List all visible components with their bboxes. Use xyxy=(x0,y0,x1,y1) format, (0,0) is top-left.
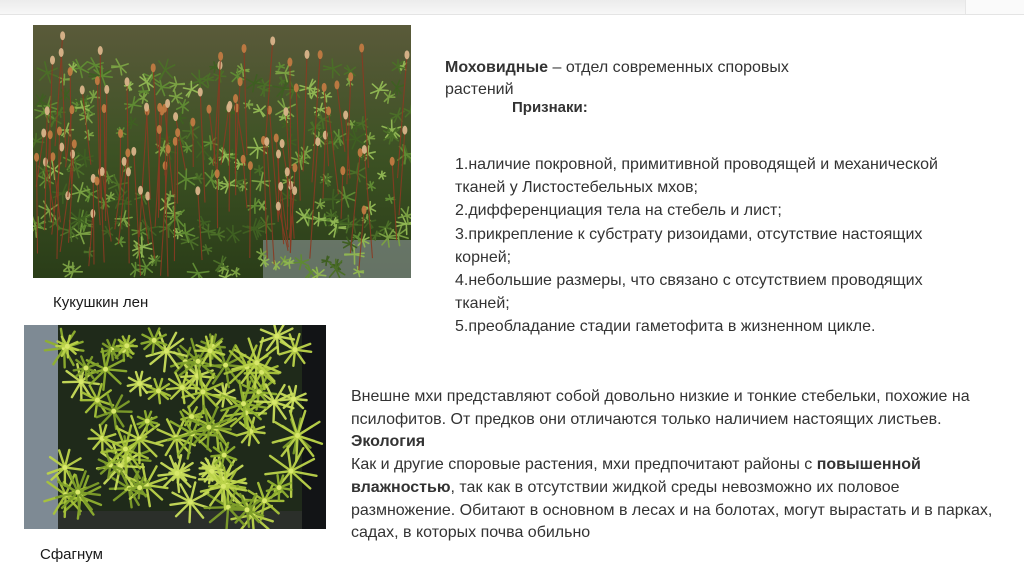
polytrichum-moss-photo xyxy=(33,25,411,278)
features-heading: Признаки: xyxy=(512,99,588,116)
ecology-paragraph xyxy=(351,454,1001,545)
ecology-heading: Экология xyxy=(351,433,426,451)
feature-item: 1.наличие покровной, примитивной проводящей и механической тканей у Листостебельных мхов; xyxy=(455,156,938,197)
photo-caption-polytrichum: Кукушкин лен xyxy=(53,294,149,311)
feature-item: 5.преобладание стадии гаметофита в жизненном цикле. xyxy=(455,318,876,336)
features-list xyxy=(455,153,955,339)
description-block xyxy=(351,386,1001,545)
window-corner-panel xyxy=(965,0,1024,14)
slide-title xyxy=(445,57,805,101)
ecology-text-start: Как и другие споровые растения, мхи предпочитают районы с xyxy=(351,456,817,474)
ecology-text-end: , так как в отсутствии жидкой среды невозможно их половое размножение. Обитают в основном в лесах и на болотах, могут вырастать и в парках, садах, в которых почва обильно xyxy=(351,478,993,542)
description-paragraph: Внешне мхи представляют собой довольно низкие и тонкие стебельки, похожие на псилофитов. От предков они отличаются только наличием настоящих листьев. xyxy=(351,388,970,428)
ecology-bold-phrase: повышенной влажностью xyxy=(351,456,921,496)
feature-item: 2.дифференциация тела на стебель и лист; xyxy=(455,202,782,220)
feature-item: 3.прикрепление к субстрату ризоидами, отсутствие настоящих корней; xyxy=(455,225,923,266)
title-bold-term: Моховидные xyxy=(445,59,549,76)
title-definition: – отдел современных споровых растений xyxy=(445,59,789,98)
feature-item: 4.небольшие размеры, что связано с отсутствием проводящих тканей; xyxy=(455,272,923,313)
window-top-strip xyxy=(0,0,1024,15)
sphagnum-moss-photo xyxy=(24,325,326,529)
photo-caption-sphagnum: Сфагнум xyxy=(40,546,103,563)
